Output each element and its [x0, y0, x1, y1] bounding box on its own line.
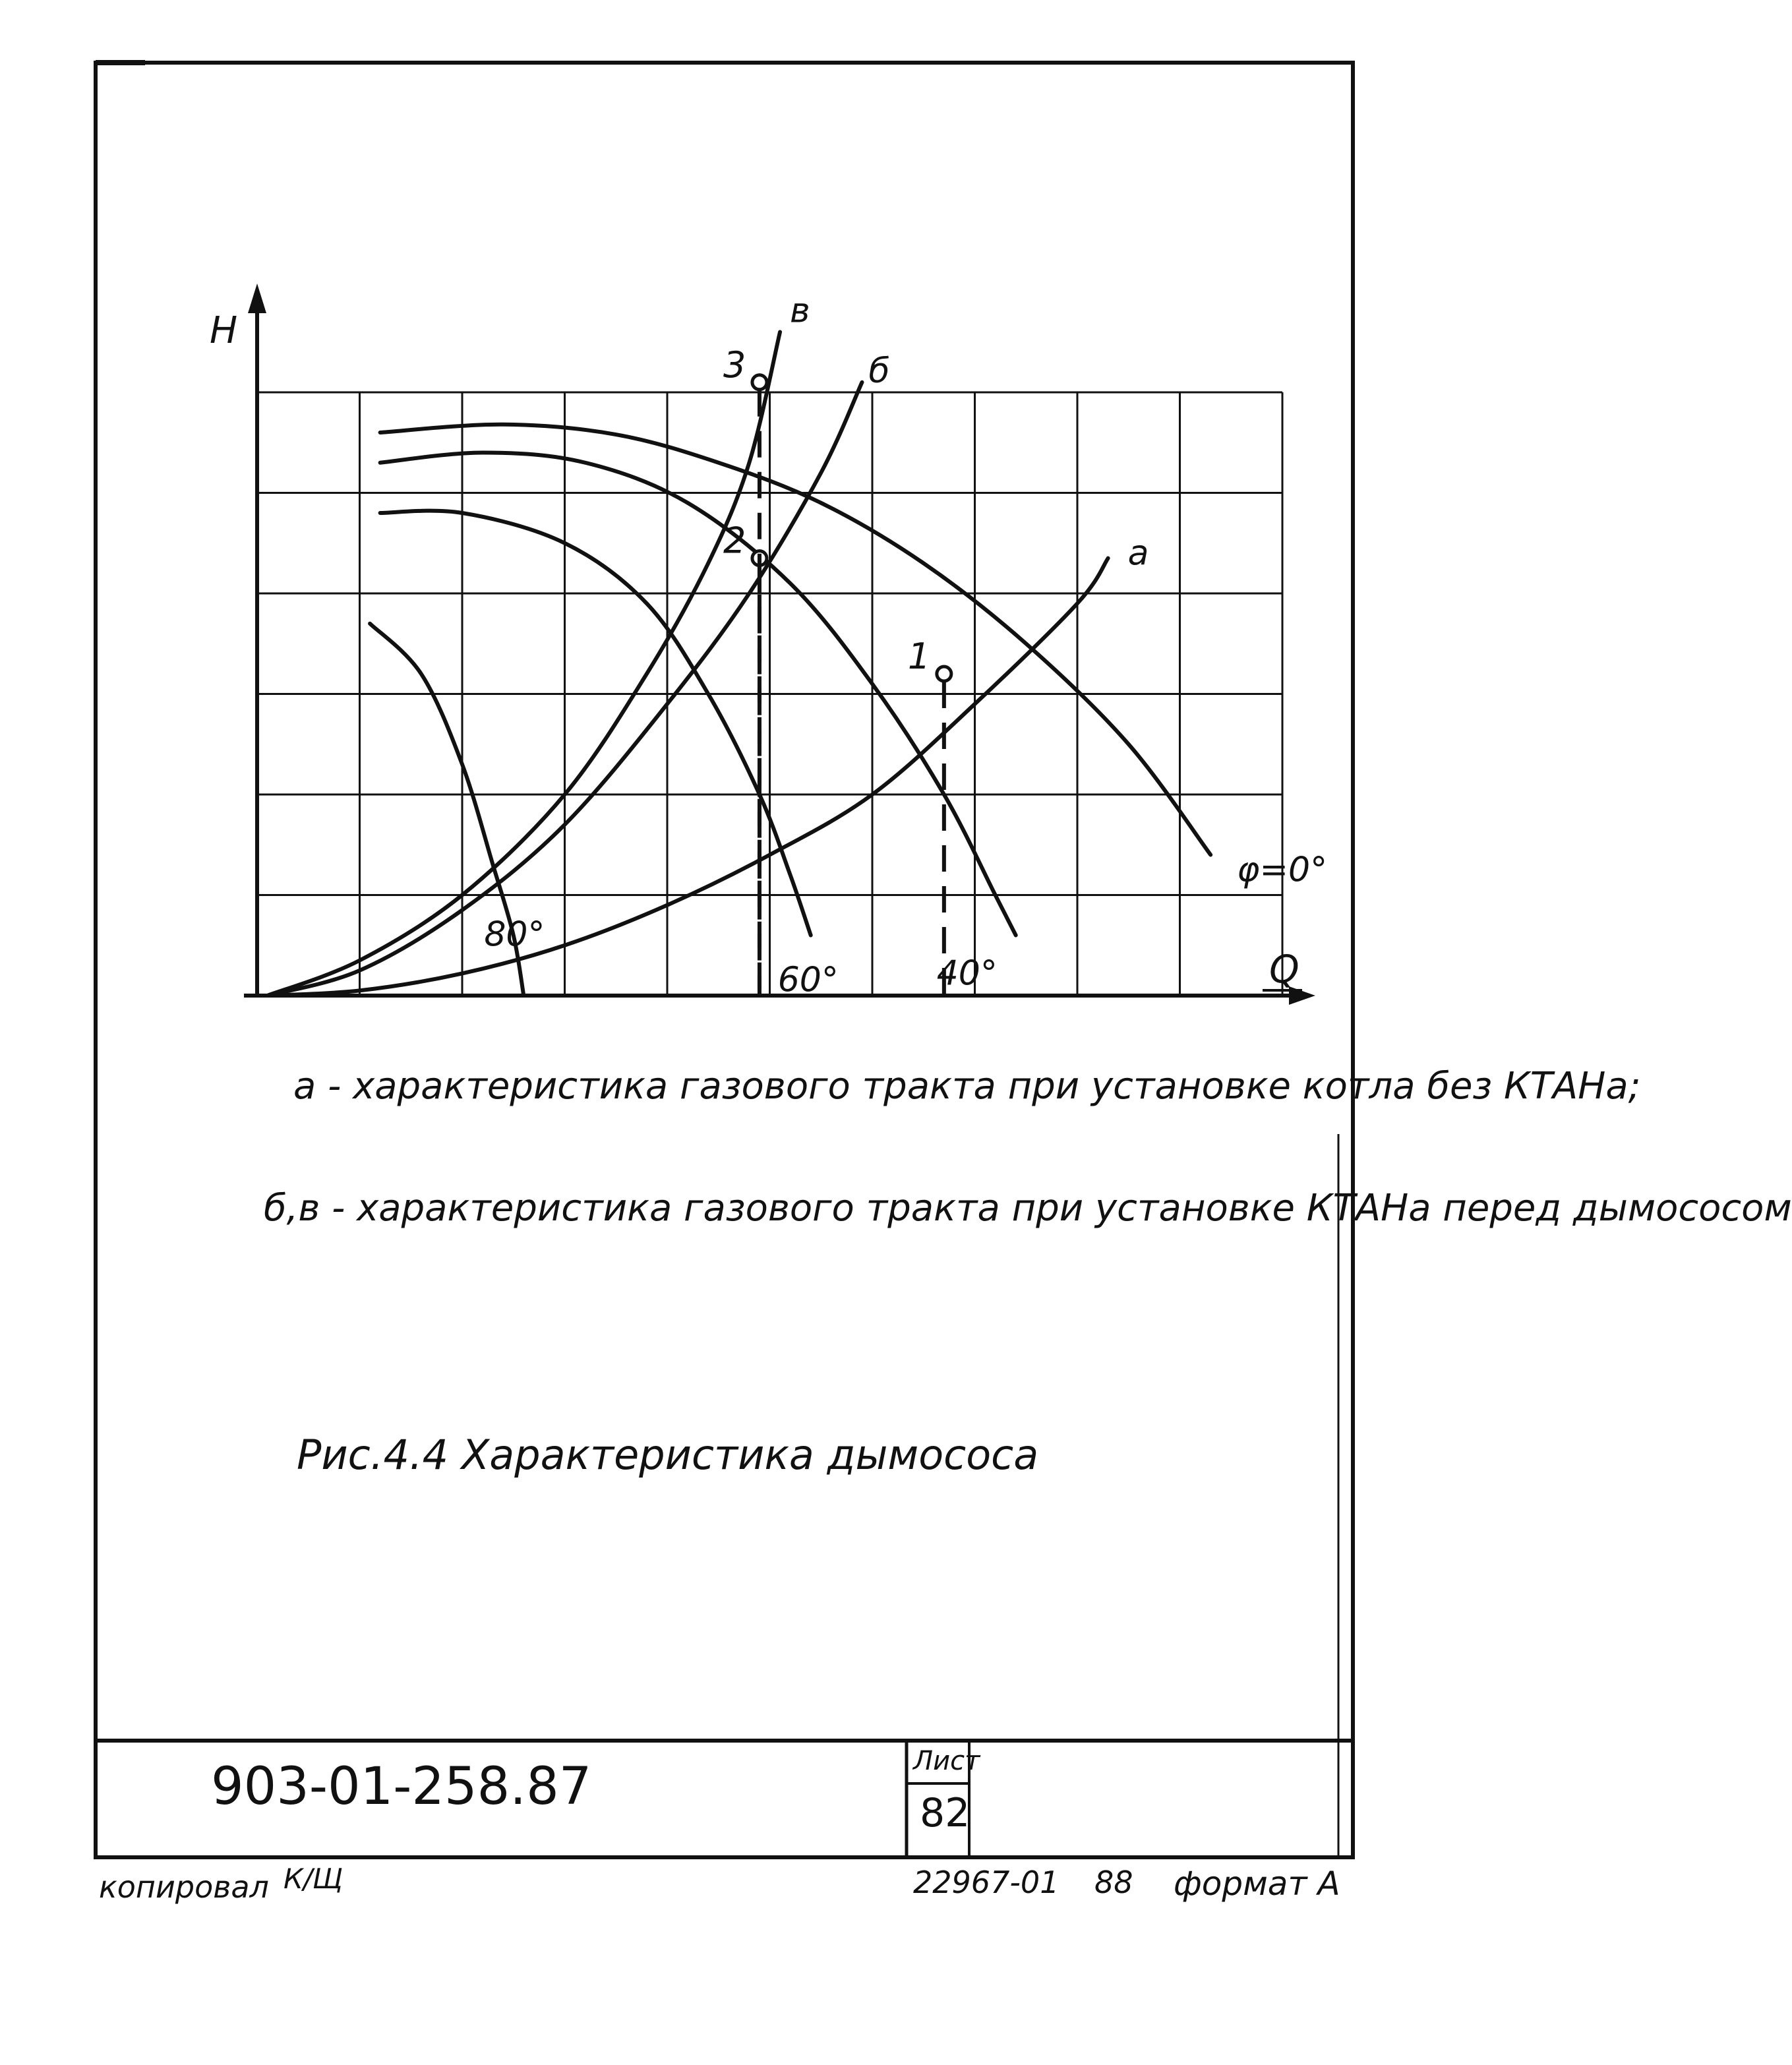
document-code: 903-01-258.87 [211, 1757, 592, 1816]
curve-6 [268, 332, 781, 996]
legend-line-b-v: б,в - характеристика газового тракта при установке КТАНа перед дымососом [264, 1187, 1792, 1230]
curve-0 [380, 425, 1211, 855]
operating-point-1 [937, 667, 951, 681]
operating-point-label-3: 3 [723, 344, 746, 386]
sheet-number: 82 [920, 1790, 971, 1836]
y-axis-label: H [210, 309, 238, 352]
sheet-label: Лист [913, 1746, 980, 1776]
archive-number: 22967-01 [913, 1865, 1060, 1900]
operating-point-label-2: 2 [723, 520, 746, 562]
chart-operating-points [752, 375, 951, 996]
archive-year: 88 [1094, 1865, 1133, 1900]
series-label-4: а [1127, 533, 1149, 574]
series-label-0: φ=0° [1237, 850, 1328, 890]
operating-point-3 [752, 375, 767, 390]
series-label-6: в [790, 291, 810, 331]
x-axis-label: Q [1269, 947, 1299, 992]
sheet-format: формат А [1174, 1865, 1340, 1903]
chart-labels [210, 291, 1327, 1000]
curve-4 [268, 558, 1108, 996]
chart-curves [268, 332, 1211, 996]
series-label-3: 80° [484, 914, 545, 955]
copied-by-label: копировал [99, 1869, 269, 1905]
copied-signature: К/Щ [284, 1863, 343, 1895]
series-label-5: б [868, 351, 890, 391]
fan-characteristic-chart [210, 284, 1327, 1005]
figure-caption: Рис.4.4 Характеристика дымососа [297, 1431, 1039, 1479]
series-label-2: 60° [777, 960, 839, 1000]
operating-point-label-1: 1 [907, 636, 931, 677]
legend-line-a: а - характеристика газового тракта при установке котла без КТАНа; [293, 1065, 1641, 1108]
series-label-1: 40° [936, 953, 998, 994]
y-axis-arrow-icon [248, 284, 266, 313]
sheet-frame [96, 63, 1353, 1857]
